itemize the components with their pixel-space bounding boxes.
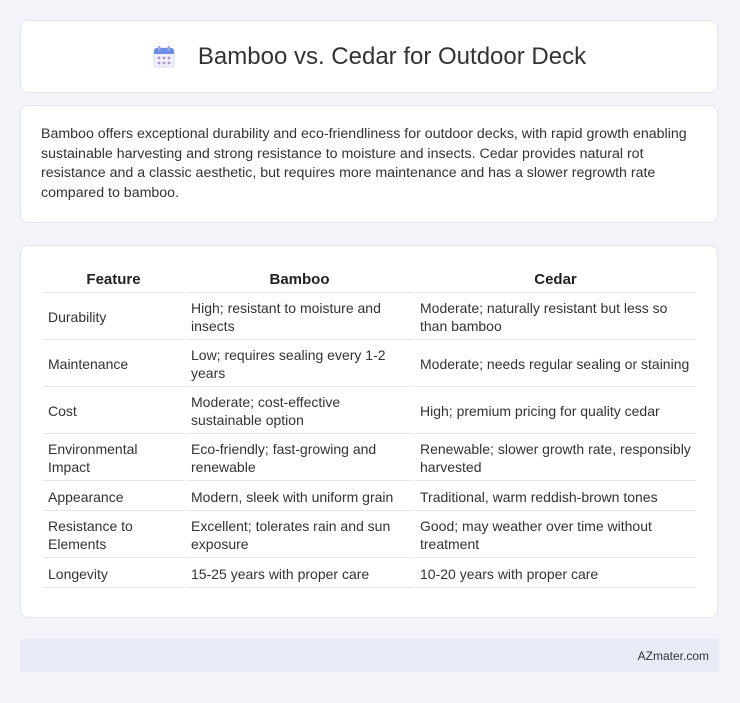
feature-cell: Appearance	[43, 483, 184, 511]
cedar-cell: Moderate; needs regular sealing or staining	[415, 342, 696, 387]
bamboo-cell: Moderate; cost-effective sustainable option	[186, 389, 413, 434]
feature-cell: Longevity	[43, 560, 184, 588]
feature-cell: Maintenance	[43, 342, 184, 387]
comparison-table	[41, 264, 698, 590]
title-card	[20, 20, 718, 93]
table-row	[43, 342, 696, 387]
calendar-icon	[152, 45, 176, 69]
header-bamboo: Bamboo	[186, 266, 413, 293]
cedar-cell: Renewable; slower growth rate, responsibly harvested	[415, 436, 696, 481]
table-row	[43, 483, 696, 511]
feature-cell: Cost	[43, 389, 184, 434]
header-cedar: Cedar	[415, 266, 696, 293]
table-row	[43, 389, 696, 434]
footer-brand: AZmater.com	[637, 648, 709, 663]
bamboo-cell: Eco-friendly; fast-growing and renewable	[186, 436, 413, 481]
table-header-row	[43, 266, 696, 293]
bamboo-cell: High; resistant to moisture and insects	[186, 295, 413, 340]
feature-cell: Environmental Impact	[43, 436, 184, 481]
table-row	[43, 436, 696, 481]
cedar-cell: Moderate; naturally resistant but less so than bamboo	[415, 295, 696, 340]
cedar-cell: 10-20 years with proper care	[415, 560, 696, 588]
bamboo-cell: Low; requires sealing every 1-2 years	[186, 342, 413, 387]
cedar-cell: Traditional, warm reddish-brown tones	[415, 483, 696, 511]
bamboo-cell: Excellent; tolerates rain and sun exposure	[186, 513, 413, 558]
footer	[20, 639, 719, 672]
cedar-cell: Good; may weather over time without treatment	[415, 513, 696, 558]
cedar-cell: High; premium pricing for quality cedar	[415, 389, 696, 434]
feature-cell: Durability	[43, 295, 184, 340]
table-row	[43, 295, 696, 340]
bamboo-cell: Modern, sleek with uniform grain	[186, 483, 413, 511]
feature-cell: Resistance to Elements	[43, 513, 184, 558]
bamboo-cell: 15-25 years with proper care	[186, 560, 413, 588]
page-title: Bamboo vs. Cedar for Outdoor Deck	[197, 42, 587, 70]
header-feature: Feature	[43, 266, 184, 293]
summary-card	[20, 105, 718, 223]
summary-text: Bamboo offers exceptional durability and eco-friendliness for outdoor decks, with rapid growth enabling sustainable harvesting and strong resistance to moisture and insects. Cedar provides natural rot resistance and a classic aesthetic, but requires more maintenance and has a slower regrowth rate compared to bamboo.	[41, 126, 687, 201]
table-row	[43, 513, 696, 558]
table-row	[43, 560, 696, 588]
comparison-table-card	[20, 245, 718, 618]
